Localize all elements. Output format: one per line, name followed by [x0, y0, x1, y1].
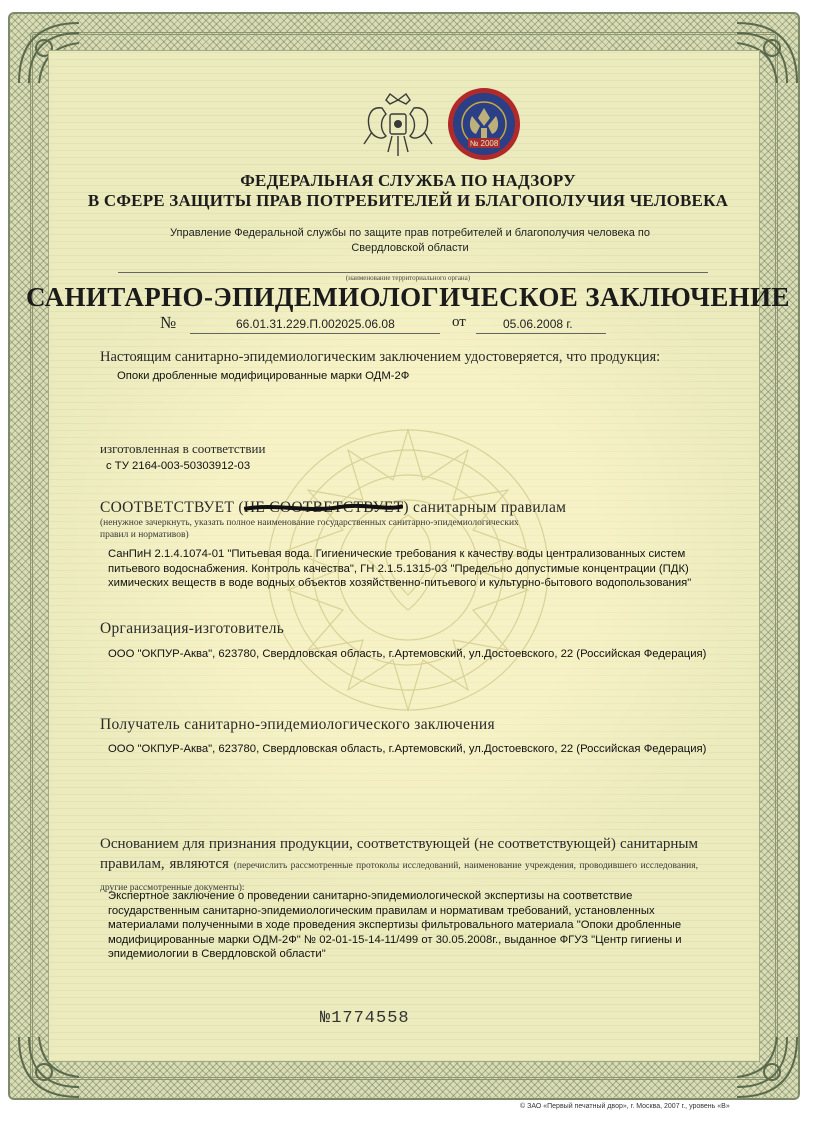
manufacturer-label: Организация-изготовитель	[100, 620, 285, 637]
territorial-organ-line1: Управление Федеральной службы по защите прав потребителей и благополучия человека по	[170, 227, 650, 239]
struck-text	[244, 499, 404, 516]
manufacturer-value: ООО "ОКПУР-Аква", 623780, Свердловская область, г.Артемовский, ул.Достоевского, 22 (Российская Федерация)	[108, 648, 707, 660]
number-symbol: №	[160, 313, 177, 332]
serial-number: №1774558	[320, 1009, 410, 1028]
territorial-organ-name	[120, 226, 700, 256]
conformity-statement	[100, 499, 566, 517]
divider	[190, 333, 440, 334]
certificate-date: 05.06.2008 г.	[503, 317, 573, 331]
russian-coat-of-arms-icon	[360, 90, 436, 164]
seal-number: № 2008	[469, 139, 499, 148]
certificate-number: 66.01.31.229.П.002025.06.08	[236, 317, 395, 331]
intro-statement: Настоящим санитарно-эпидемиологическим заключением удостоверяется, что продукция:	[100, 349, 661, 365]
basis-note: (перечислить рассмотренные протоколы исследований, наименование учреждения, проводившего исследования, другие рассмотренные документы):	[100, 861, 698, 893]
divider	[476, 333, 606, 334]
recipient-label: Получатель санитарно-эпидемиологического заключения	[100, 716, 495, 733]
conformity-prefix: СООТВЕТСТВУЕТ (	[100, 499, 244, 516]
document-title: САНИТАРНО-ЭПИДЕМИОЛОГИЧЕСКОЕ ЗАКЛЮЧЕНИЕ	[26, 282, 790, 312]
recipient-value: ООО "ОКПУР-Аква", 623780, Свердловская область, г.Артемовский, ул.Достоевского, 22 (Российская Федерация)	[108, 743, 707, 755]
product-name: Опоки дробленные модифицированные марки ОДМ-2Ф	[117, 370, 410, 382]
conformity-note-line2: правил и нормативов)	[100, 530, 189, 540]
printer-footer: © ЗАО «Первый печатный двор», г. Москва, 2007 г., уровень «В»	[520, 1103, 730, 1110]
date-label: от	[452, 314, 466, 330]
conformity-note-line1: (ненужное зачеркнуть, указать полное наименование государственных санитарно-эпидемиологических	[100, 518, 519, 528]
struck-text-label: НЕ СООТВЕТСТВУЕТ	[243, 499, 404, 516]
divider	[118, 272, 708, 273]
sanitary-rules: СанПиН 2.1.4.1074-01 "Питьевая вода. Гигиенические требования к качеству воды централизованных систем питьевого водоснабжения. Контроль качества", ГН 2.1.5.1315-03 "Предельно допустимые концентрации (ПДК) химических веществ в воде водных объектов хозяйственно-питьевого и культурно-бытового водопользования"	[108, 548, 692, 589]
agency-title-line1: ФЕДЕРАЛЬНАЯ СЛУЖБА ПО НАДЗОРУ	[240, 171, 576, 190]
technical-conditions: с ТУ 2164-003-50303912-03	[106, 460, 251, 472]
manufactured-label: изготовленная в соответствии	[100, 441, 266, 456]
basis-label: Основанием для признания продукции, соответствующей (не соответствующей) санитарным правилам, являются	[100, 836, 698, 872]
round-seal-icon	[446, 86, 522, 162]
conformity-note	[100, 517, 519, 541]
territorial-organ-line2: Свердловской области	[351, 242, 469, 254]
expert-conclusion: Экспертное заключение о проведении санитарно-эпидемиологической экспертизы на соответствие государственным санитарно-эпидемиологическим правилам и нормативам требований, установленных материалами полученными в ходе проведения экспертизы фильтровального материала "Опоки дробленные модифицированные марки ОДМ-2Ф" № 02-01-15-14-11/499 от 30.05.2008г., выданное ФГУЗ "Центр гигиены и эпидемиологии в Свердловской области"	[108, 890, 682, 960]
conformity-suffix: ) санитарным правилам	[403, 499, 567, 516]
territorial-organ-caption: (наименование территориального органа)	[345, 274, 471, 282]
agency-title-line2: В СФЕРЕ ЗАЩИТЫ ПРАВ ПОТРЕБИТЕЛЕЙ И БЛАГОПОЛУЧИЯ ЧЕЛОВЕКА	[87, 191, 729, 210]
